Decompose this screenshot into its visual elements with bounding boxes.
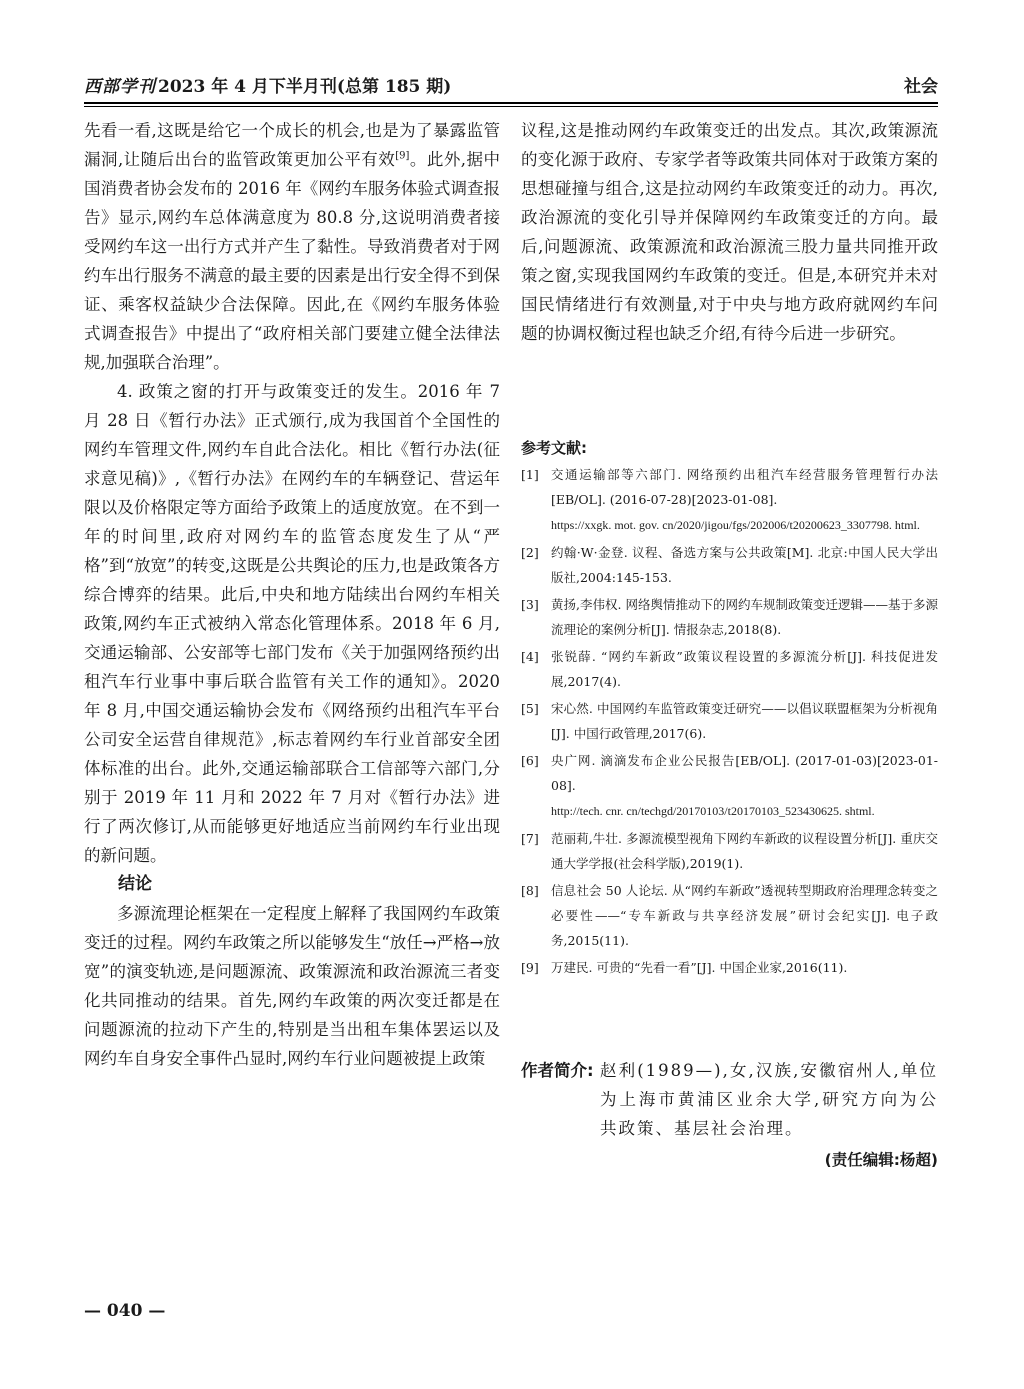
author-bio-label: 作者简介: [521,1061,594,1080]
reference-text: 信息社会 50 人论坛. 从“网约车新政”透视转型期政府治理理念转变之必要性——“专车新政与共享经济发展”研讨会纪实[J]. 电子政务,2015(11). [551,883,938,948]
header-issue-info [84,72,451,97]
reference-number: [7] [521,831,539,846]
reference-number: [9] [521,960,539,975]
reference-item [521,592,938,642]
right-column [521,116,938,348]
reference-url-link[interactable]: http://tech. cnr. cn/techgd/20170103/t20170103_523430625. shtml. [551,804,875,818]
reference-text: 张锐薛. “网约车新政”政策议程设置的多源流分析[J]. 科技促进发展,2017(4). [551,649,938,689]
reference-number: [8] [521,883,539,898]
left-column [84,116,500,1073]
reference-item [521,540,938,590]
reference-number: [3] [521,597,539,612]
header-divider-thin [84,106,938,107]
reference-item [521,826,938,876]
paragraph: 4. 政策之窗的打开与政策变迁的发生。2016 年 7 月 28 日《暂行办法》正式颁行,成为我国首个全国性的网约车管理文件,网约车自此合法化。相比《暂行办法(征求意见稿)》,《暂行办法》在网约车的车辆登记、营运年限以及价格限定等方面给予政策上的适度放宽。在不到一年的时间里,政府对网约车的监管态度发生了从“严格”到“放宽”的转变,这既是公共舆论的压力,也是政策各方综合博弈的结果。此后,中央和地方陆续出台网约车相关政策,网约车正式被纳入常态化管理体系。2018 年 6 月,交通运输部、公安部等七部门发布《关于加强网络预约出租汽车行业事中事后联合监管有关工作的通知》。2020 年 8 月,中国交通运输协会发布《网络预约出租汽车平台公司安全运营自律规范》,标志着网约车行业首部安全团体标准的出台。此外,交通运输部联合工信部等六部门,分别于 2019 年 11 月和 2022 年 7 月对《暂行办法》进行了两次修订,从而能够更好地适应当前网约车行业出现的新问题。 [84,382,500,865]
reference-number: [5] [521,701,539,716]
header-divider [84,102,938,104]
reference-item [521,644,938,694]
reference-text: 交通运输部等六部门. 网络预约出租汽车经营服务管理暂行办法[EB/OL]. (2016-07-28)[2023-01-08]. [551,467,938,507]
reference-text: 宋心然. 中国网约车监管政策变迁研究——以倡议联盟框架为分析视角[J]. 中国行政管理,2017(6). [551,701,938,741]
citation[interactable]: [9] [395,150,410,162]
reference-text: 万建民. 可贵的“先看一看”[J]. 中国企业家,2016(11). [551,960,848,975]
running-header [84,66,938,106]
author-bio-text: 赵利(1989—),女,汉族,安徽宿州人,单位为上海市黄浦区业余大学,研究方向为公共政策、基层社会治理。 [600,1061,938,1138]
reference-text: 约翰·W·金登. 议程、备选方案与公共政策[M]. 北京:中国人民大学出版社,2004:145-153. [551,545,938,585]
references-title: 参考文献: [521,439,587,457]
reference-item [521,696,938,746]
responsible-editor: (责任编辑:杨超) [824,1151,938,1169]
reference-text: 黄扬,李伟权. 网络舆情推动下的网约车规制政策变迁逻辑——基于多源流理论的案例分析[J]. 情报杂志,2018(8). [551,597,938,637]
author-bio [521,1056,938,1143]
section-label: 社会 [904,77,938,97]
page-number: — 040 — [84,1301,166,1321]
reference-number: [1] [521,467,539,482]
paragraph: 多源流理论框架在一定程度上解释了我国网约车政策变迁的过程。网约车政策之所以能够发生“放任→严格→放宽”的演变轨迹,是问题源流、政策源流和政治源流三者变化共同推动的结果。首先,网约车政策的两次变迁都是在问题源流的拉动下产生的,特别是当出租车集体罢运以及网约车自身安全事件凸显时,网约车行业问题被提上政策 [84,904,500,1068]
paragraph: 议程,这是推动网约车政策变迁的出发点。其次,政策源流的变化源于政府、专家学者等政策共同体对于政策方案的思想碰撞与组合,这是拉动网约车政策变迁的动力。再次,政治源流的变化引导并保障网约车政策变迁的方向。最后,问题源流、政策源流和政治源流三股力量共同推开政策之窗,实现我国网约车政策的变迁。但是,本研究并未对国民情绪进行有效测量,对于中央与地方政府就网约车问题的协调权衡过程也缺乏介绍,有待今后进一步研究。 [521,121,938,343]
issue-label: 2023 年 4 月下半月刊(总第 185 期) [158,77,452,97]
reference-text: 央广网. 滴滴发布企业公民报告[EB/OL]. (2017-01-03)[2023-01-08]. [551,753,938,793]
reference-text: 范丽莉,牛壮. 多源流模型视角下网约车新政的议程设置分析[J]. 重庆交通大学学报(社会科学版),2019(1). [551,831,938,871]
journal-logo: 西部学刊 [84,77,156,97]
reference-number: [4] [521,649,539,664]
reference-number: [2] [521,545,539,560]
paragraph: 先看一看,这既是给它一个成长的机会,也是为了暴露监管漏洞,让随后出台的监管政策更加公平有效[9]。此外,据中国消费者协会发布的 2016 年《网约车服务体验式调查报告》显示,网约车总体满意度为 80.8 分,这说明消费者接受网约车这一出行方式并产生了黏性。导致消费者对于网约车出行服务不满意的最主要的因素是出行安全得不到保证、乘客权益缺少合法保障。因此,在《网约车服务体验式调查报告》中提出了“政府相关部门要建立健全法律法规,加强联合治理”。 [84,121,500,372]
reference-item [521,878,938,953]
reference-item [521,462,938,538]
reference-url-link[interactable]: https://xxgk. mot. gov. cn/2020/jigou/fgs/202006/t20200623_3307798. html. [551,518,920,532]
reference-item [521,955,938,980]
reference-item [521,748,938,824]
reference-number: [6] [521,753,539,768]
section-heading-conclusion: 结论 [118,874,152,894]
reference-list [521,462,938,982]
